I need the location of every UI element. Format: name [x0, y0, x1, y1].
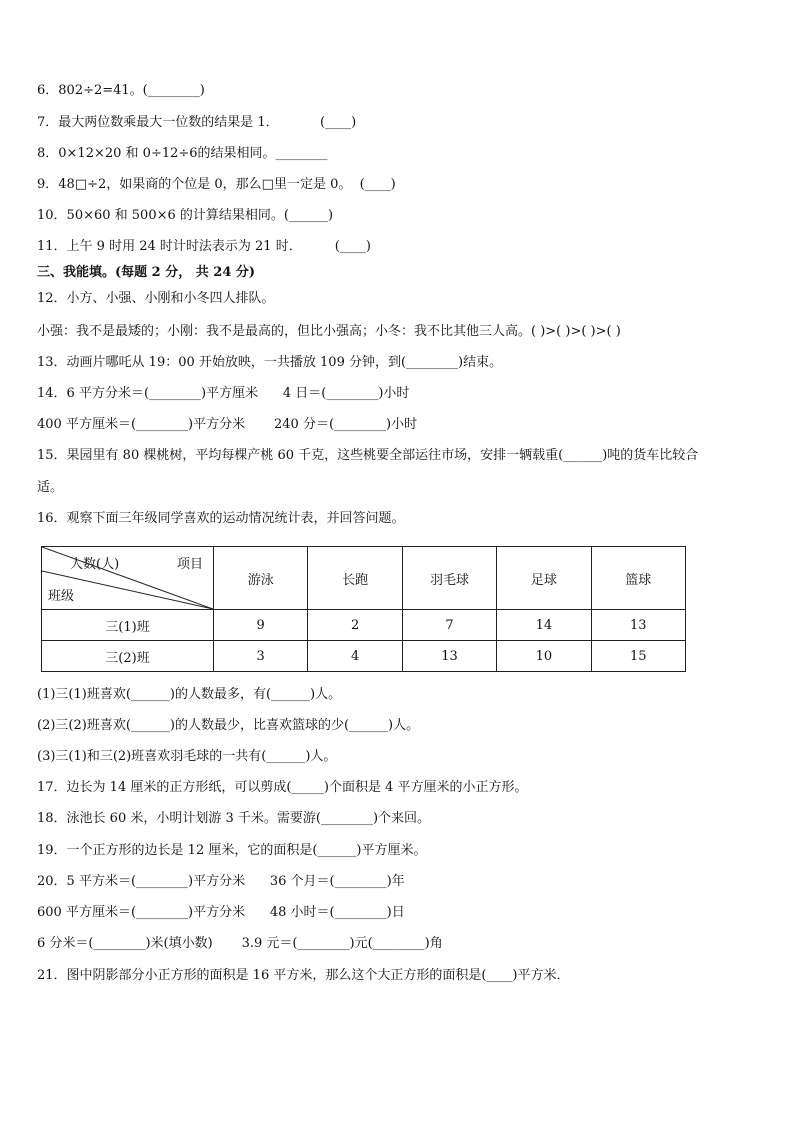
corner-label-class: 班级 [48, 589, 75, 604]
table-corner-cell [42, 547, 214, 610]
question-16-part-1: (1)三(1)班喜欢(______)的人数最多，有(______)人。 [37, 687, 342, 702]
question-7: 7．最大两位数乘最大一位数的结果是 1． (____) [37, 115, 357, 130]
question-16-part-2: (2)三(2)班喜欢(______)的人数最少，比喜欢篮球的少(______)人。 [37, 718, 420, 733]
table-cell: 4 [308, 641, 402, 672]
question-11: 11．上午 9 时用 24 时计时法表示为 21 时． (____) [37, 239, 371, 254]
question-12: 12．小方、小强、小刚和小冬四人排队。 [37, 291, 275, 306]
question-10: 10．50×60 和 500×6 的计算结果相同。(______) [37, 208, 334, 223]
question-21: 21．图中阴影部分小正方形的面积是 16 平方米，那么这个大正方形的面积是(____)平方米． [37, 968, 570, 983]
table-row [42, 610, 686, 641]
question-6: 6．802÷2=41。(________) [37, 83, 205, 98]
question-20-line-2: 600 平方厘米＝(________)平方分米 48 小时＝(________)日 [37, 905, 405, 920]
question-19: 19．一个正方形的边长是 12 厘米，它的面积是(______)平方厘米。 [37, 843, 427, 858]
question-20-line-1: 20．5 平方米＝(________)平方分米 36 个月＝(________)年 [37, 874, 405, 889]
table-cell: 15 [591, 641, 685, 672]
question-15-line-2: 适。 [37, 480, 64, 495]
sports-statistics-table [41, 546, 686, 672]
table-cell: 2 [308, 610, 402, 641]
question-14-line-2: 400 平方厘米＝(________)平方分米 240 分＝(________)小时 [37, 417, 418, 432]
column-header-badminton: 羽毛球 [402, 547, 496, 610]
corner-label-item: 项目 [177, 557, 204, 572]
row-label: 三(2)班 [42, 641, 214, 672]
corner-label-people: 人数(人) [70, 557, 120, 572]
table-header-row [42, 547, 686, 610]
section-3-heading: 三、我能填。(每题 2 分， 共 24 分) [37, 265, 256, 280]
question-18: 18．泳池长 60 米，小明计划游 3 千米。需要游(________)个来回。 [37, 811, 431, 826]
column-header-football: 足球 [497, 547, 591, 610]
column-header-running: 长跑 [308, 547, 402, 610]
question-9: 9．48□÷2，如果商的个位是 0，那么□里一定是 0。 (____) [37, 177, 396, 192]
question-15-line-1: 15．果园里有 80 棵桃树，平均每棵产桃 60 千克，这些桃要全部运往市场，安排一辆载重(______)吨的货车比较合 [37, 448, 699, 463]
table-cell: 13 [402, 641, 496, 672]
table-cell: 9 [214, 610, 308, 641]
question-16: 16．观察下面三年级同学喜欢的运动情况统计表，并回答问题。 [37, 511, 405, 526]
question-13: 13．动画片哪吒从 19：00 开始放映，一共播放 109 分钟，到(________)结束。 [37, 355, 503, 370]
column-header-basketball: 篮球 [591, 547, 685, 610]
question-16-part-3: (3)三(1)和三(2)班喜欢羽毛球的一共有(______)人。 [37, 749, 337, 764]
question-14-line-1: 14．6 平方分米＝(________)平方厘米 4 日＝(________)小时 [37, 386, 410, 401]
table-cell: 3 [214, 641, 308, 672]
question-17: 17．边长为 14 厘米的正方形纸，可以剪成(_____)个面积是 4 平方厘米的小正方形。 [37, 780, 528, 795]
question-20-line-3: 6 分米＝(________)米(填小数) 3.9 元＝(________)元(________)角 [37, 936, 443, 951]
table-cell: 13 [591, 610, 685, 641]
question-12-statement: 小强：我不是最矮的；小刚：我不是最高的，但比小强高；小冬：我不比其他三人高。( )>( )>( )>( ) [37, 324, 621, 339]
table-cell: 10 [497, 641, 591, 672]
row-label: 三(1)班 [42, 610, 214, 641]
table-row [42, 641, 686, 672]
column-header-swimming: 游泳 [214, 547, 308, 610]
table-cell: 14 [497, 610, 591, 641]
table-cell: 7 [402, 610, 496, 641]
question-8: 8．0×12×20 和 0÷12÷6的结果相同。________ [37, 146, 328, 161]
